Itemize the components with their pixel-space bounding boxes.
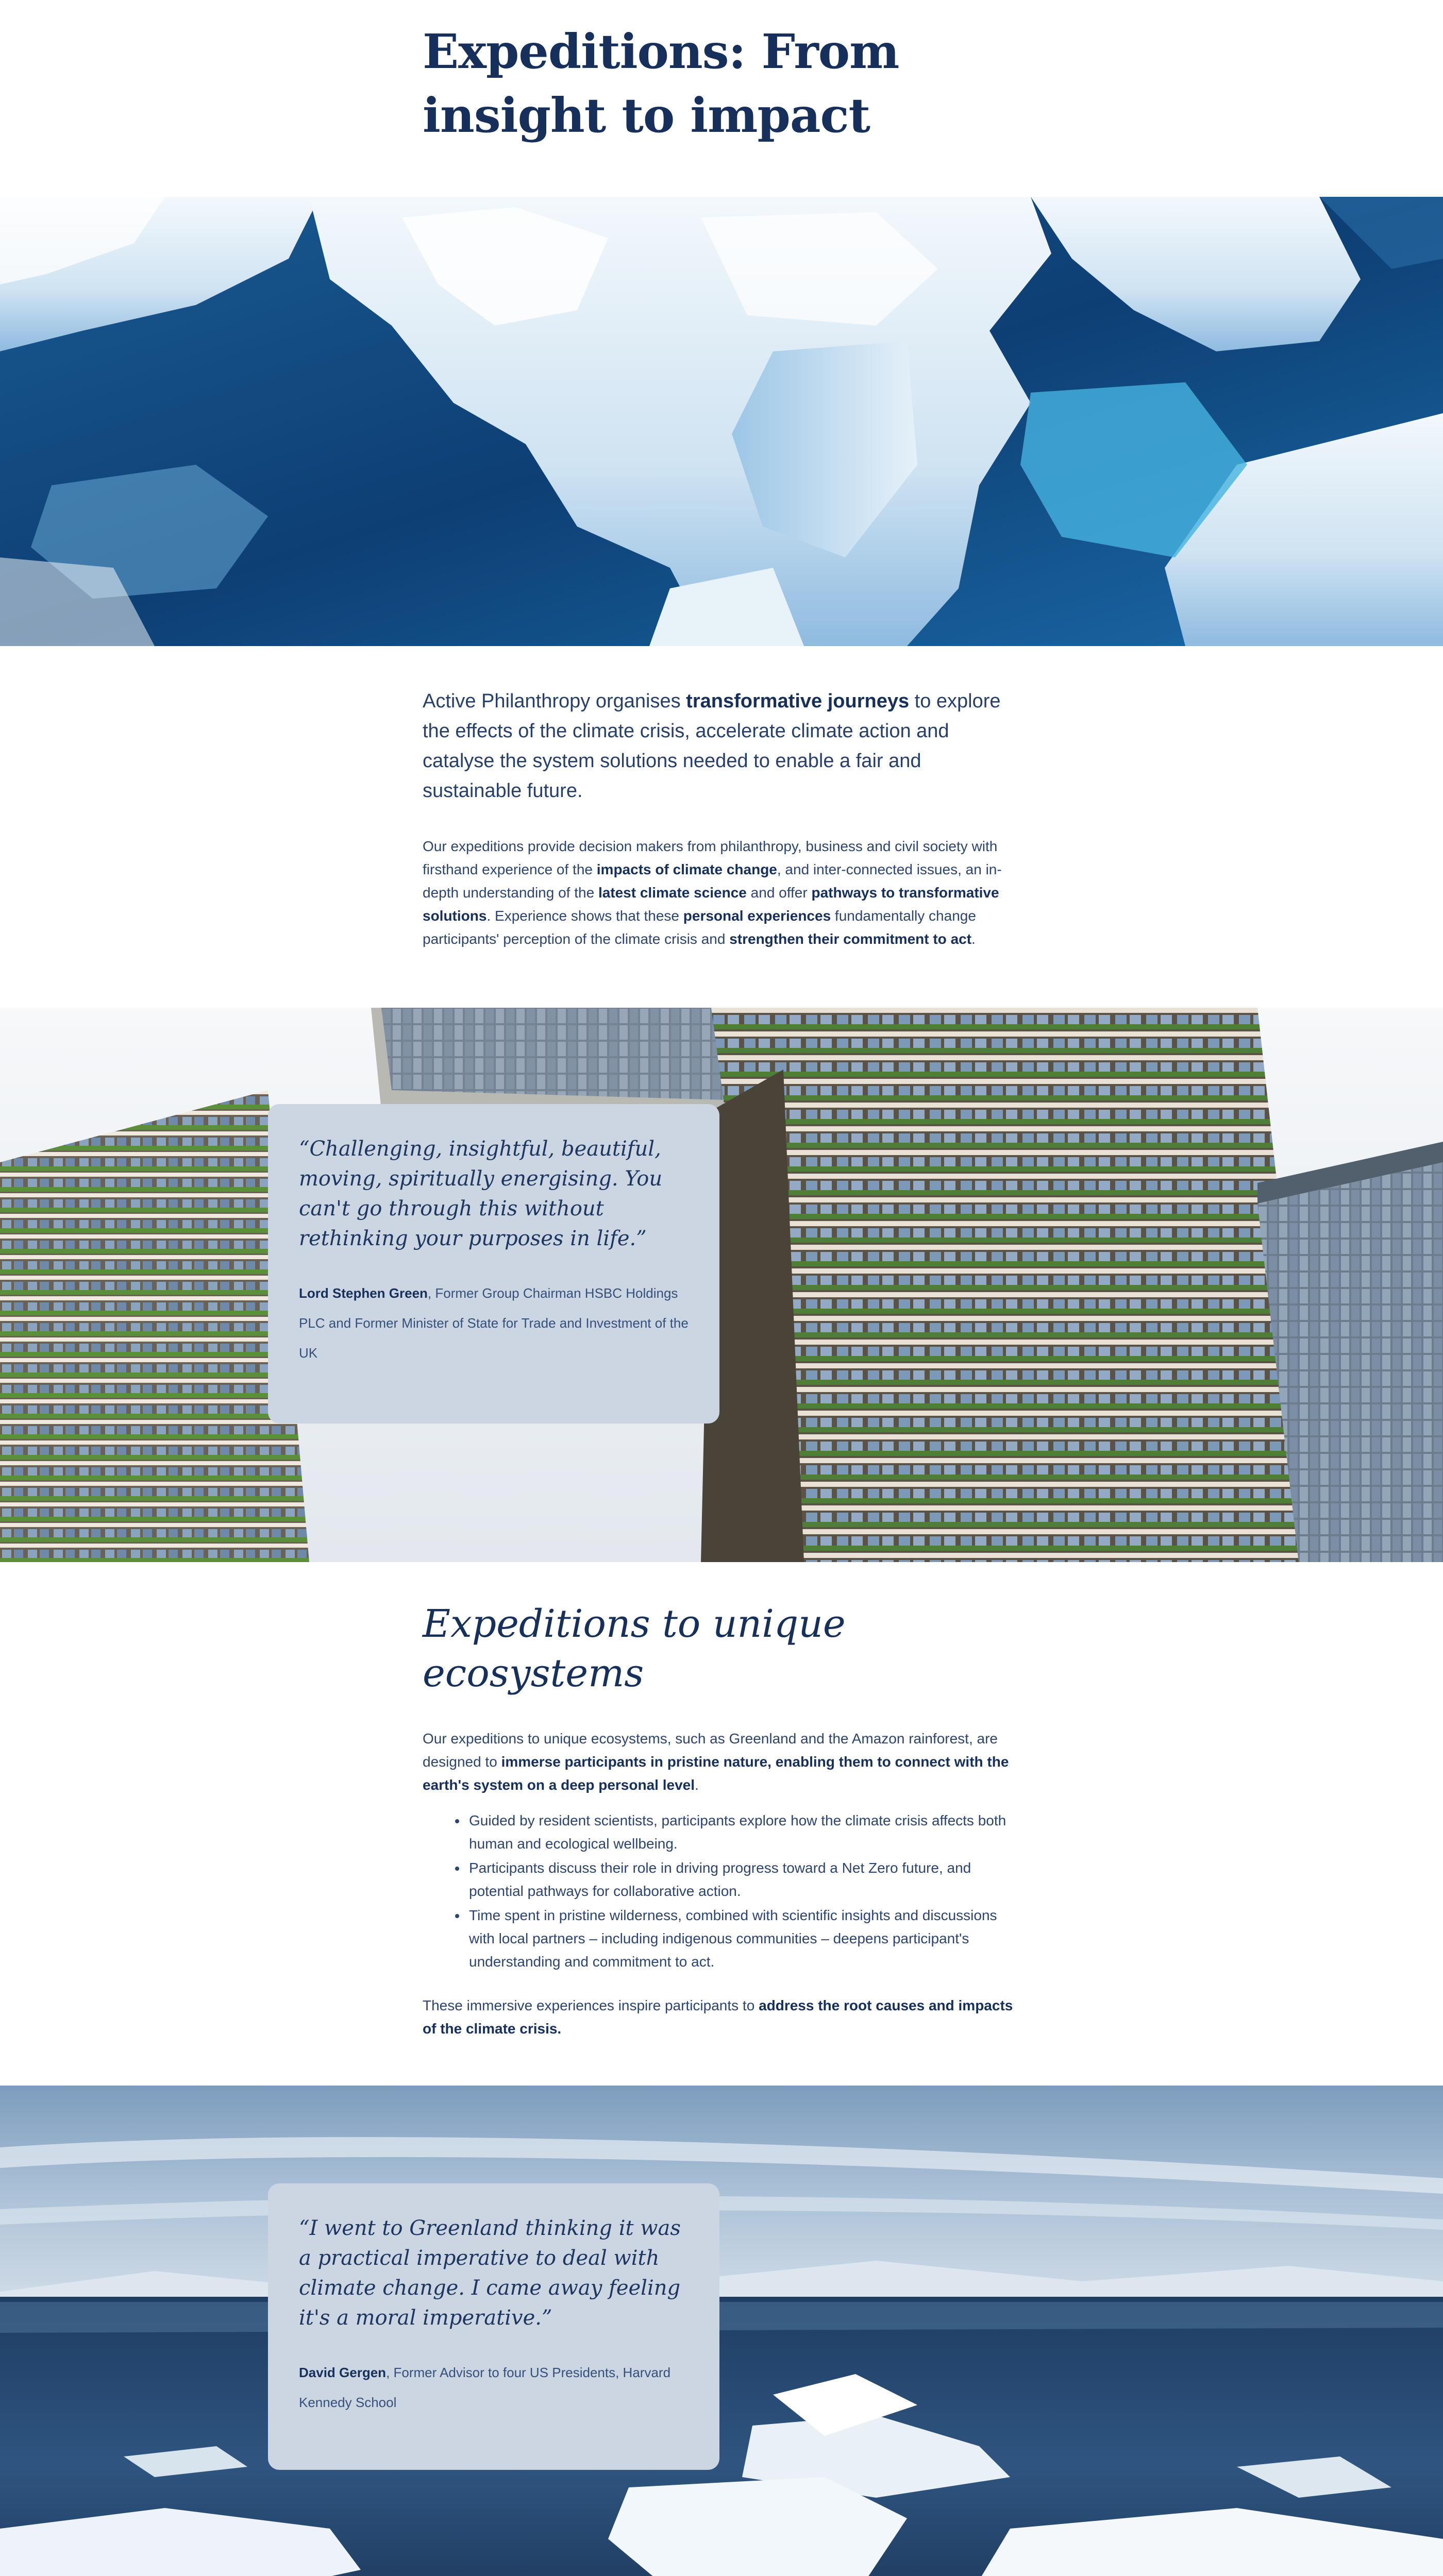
quote-text: “Challenging, insightful, beautiful, moving, spiritually energising. You can't go through this without rethinking your purposes in life.” [299, 1137, 663, 1250]
text-run: Our expeditions provide decision makers from philanthropy, business and civil society with firsthand experience of the [423, 838, 998, 877]
emphasis-text: transformative journeys [686, 690, 910, 712]
quote-author: David Gergen [299, 2365, 387, 2380]
emphasis-text: personal experiences [683, 908, 831, 924]
quote-author: Lord Stephen Green [299, 1285, 428, 1301]
text-run: fundamentally change participants' perception of the climate crisis and [423, 908, 976, 947]
ecosystems-section [423, 1599, 1020, 2040]
list-item: • Guided by resident scientists, participants explore how the climate crisis affects both human and ecological wellbeing. [467, 1809, 1020, 1855]
quote-card [268, 2183, 719, 2470]
intro-body [423, 835, 1020, 951]
emphasis-text: impacts of climate change [596, 861, 777, 877]
section-heading: Expeditions to unique ecosystems [423, 1602, 846, 1696]
intro-lead [423, 686, 1020, 806]
quote-attribution [299, 2358, 689, 2417]
text-run: Our expeditions to unique ecosystems, such as Greenland and the Amazon rainforest, are designed to [423, 1731, 998, 1770]
list-item: • Time spent in pristine wilderness, combined with scientific insights and discussions with local partners – including indigenous communities – deepens participant's understanding and commitment to act. [467, 1904, 1020, 1973]
text-run: These immersive experiences inspire participants to [423, 1997, 759, 2013]
intro-section [423, 686, 1020, 951]
quote-card [268, 1104, 719, 1423]
text-run: and offer [746, 885, 812, 901]
emphasis-text: pathways to transformative solutions [423, 885, 999, 924]
quote-text: “I went to Greenland thinking it was a practical imperative to deal with climate change. I came away feeling it's a moral imperative.” [299, 2216, 681, 2330]
ecosystems-outro [423, 1994, 1020, 2040]
green-building-image [0, 1008, 1443, 1562]
text-run: . [971, 931, 976, 947]
page-title: Expeditions: From insight to impact [423, 24, 899, 143]
text-run: Active Philanthropy organises [423, 690, 686, 712]
ecosystems-bullet-list [467, 1809, 1020, 1973]
emphasis-text: immerse participants in pristine nature, enabling them to connect with the earth's system on a deep personal level [423, 1754, 1009, 1793]
list-item: • Participants discuss their role in driving progress toward a Net Zero future, and potential pathways for collaborative action. [467, 1856, 1020, 1903]
text-run: . [695, 1777, 699, 1793]
quote-author-role: , Former Advisor to four US Presidents, Harvard Kennedy School [299, 2365, 671, 2410]
text-run: , and inter-connected issues, an in-depth understanding of the [423, 861, 1002, 901]
emphasis-text: strengthen their commitment to act [729, 931, 972, 947]
greenland-icebergs-image [0, 2086, 1443, 2576]
quote-attribution [299, 1278, 689, 1368]
quote-author-role: , Former Group Chairman HSBC Holdings PLC and Former Minister of State for Trade and Investment of the UK [299, 1285, 689, 1361]
text-run: . Experience shows that these [486, 908, 683, 924]
emphasis-text: latest climate science [598, 885, 747, 901]
emphasis-text: address the root causes and impacts of the climate crisis. [423, 1997, 1013, 2037]
ecosystems-intro [423, 1727, 1020, 1797]
text-run: to explore the effects of the climate crisis, accelerate climate action and catalyse the system solutions needed to enable a fair and sustainable future. [423, 690, 1001, 802]
hero-glacier-image [0, 197, 1443, 646]
